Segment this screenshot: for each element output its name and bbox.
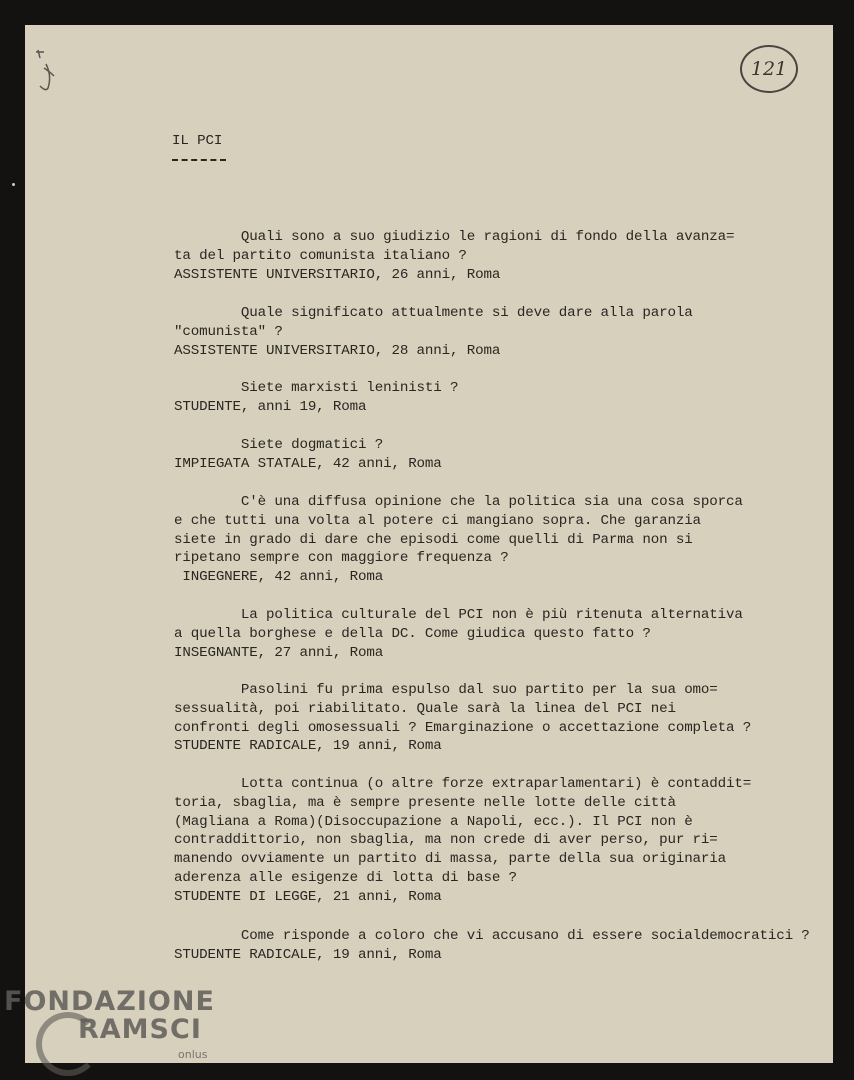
title-underline [172,159,226,161]
question-line: confronti degli omosessuali ? Emarginazione o accettazione completa ? [174,719,752,736]
question-line: contraddittorio, non sbaglia, ma non crede di aver perso, pur ri= [174,832,718,849]
question-line: C'è una diffusa opinione che la politica sia una cosa sporca [174,494,743,510]
question-line: Lotta continua (o altre forze extraparlamentari) è contaddit= [174,776,752,792]
question-author: INSEGNANTE, 27 anni, Roma [174,644,384,661]
question-line: ripetano sempre con maggiore frequenza ? [174,550,509,567]
pencil-mark-icon [30,46,64,96]
question-author: ASSISTENTE UNIVERSITARIO, 28 anni, Roma [174,342,501,359]
question-line: toria, sbaglia, ma è sempre presente nelle lotte delle città [174,794,676,811]
question-author: STUDENTE DI LEGGE, 21 anni, Roma [174,888,442,905]
watermark-line2: RAMSCI [78,1014,202,1045]
watermark-line3: onlus [178,1048,208,1061]
document-title: IL PCI [172,133,223,149]
question-line: aderenza alle esigenze di lotta di base ? [174,870,517,886]
question-line: Quali sono a suo giudizio le ragioni di fondo della avanza= [174,229,735,245]
watermark-line1: FONDAZIONE [4,986,215,1017]
question-author: IMPIEGATA STATALE, 42 anni, Roma [174,455,442,472]
question-line: sessualità, poi riabilitato. Quale sarà la linea del PCI nei [174,700,676,717]
page-number-text: 121 [750,58,788,80]
question-line: Siete marxisti leninisti ? [174,380,459,396]
question-author: INGEGNERE, 42 anni, Roma [174,569,384,586]
question-line: manendo ovviamente un partito di massa, parte della sua originaria [174,851,727,868]
question-author: STUDENTE, anni 19, Roma [174,398,367,415]
fondazione-gramsci-watermark [4,986,224,1076]
question-line: ta del partito comunista italiano ? [174,247,467,264]
speck [12,183,15,186]
question-line: Quale significato attualmente si deve dare alla parola [174,305,693,321]
question-line: Come risponde a coloro che vi accusano di essere socialdemocratici ? [174,928,810,944]
question-author: STUDENTE RADICALE, 19 anni, Roma [174,946,442,963]
question-line: Pasolini fu prima espulso dal suo partito per la sua omo= [174,682,718,698]
page-number [740,45,798,93]
question-author: STUDENTE RADICALE, 19 anni, Roma [174,738,442,755]
question-line: siete in grado di dare che episodi come quelli di Parma non si [174,531,693,548]
question-line: a quella borghese e della DC. Come giudica questo fatto ? [174,625,651,642]
question-line: "comunista" ? [174,323,283,340]
question-line: Siete dogmatici ? [174,437,384,453]
question-line: La politica culturale del PCI non è più ritenuta alternativa [174,607,743,623]
question-author: ASSISTENTE UNIVERSITARIO, 26 anni, Roma [174,266,501,283]
question-line: e che tutti una volta al potere ci mangiano sopra. Che garanzia [174,512,701,529]
question-line: (Magliana a Roma)(Disoccupazione a Napoli, ecc.). Il PCI non è [174,813,693,830]
